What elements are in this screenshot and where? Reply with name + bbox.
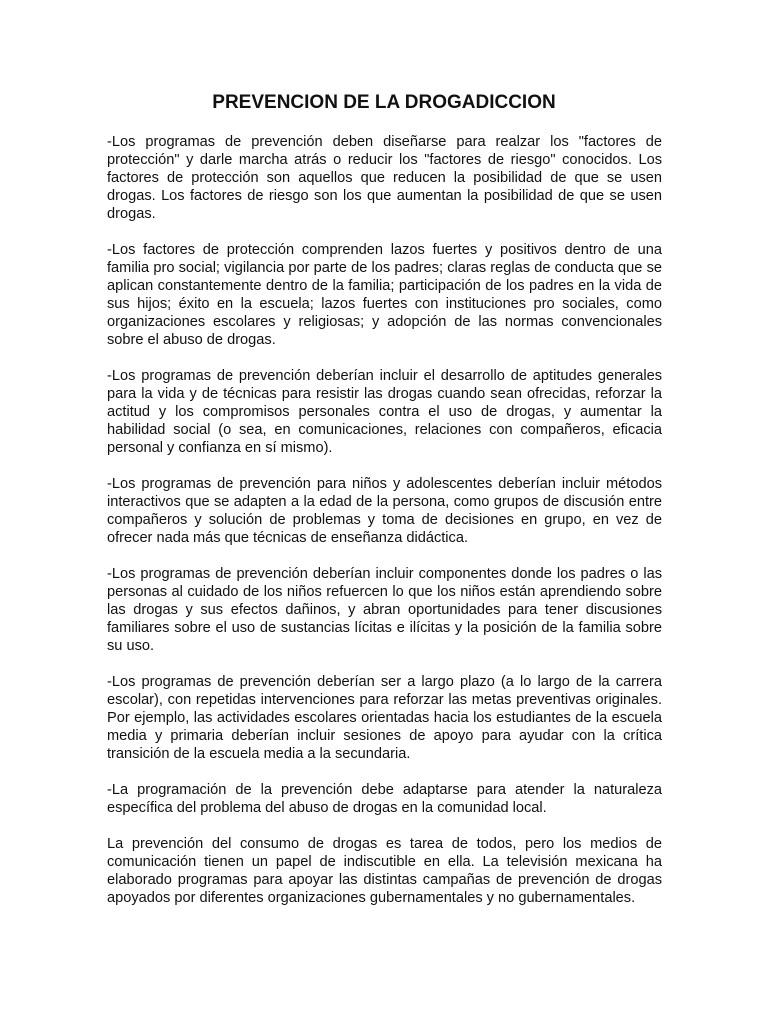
paragraph-componentes-padres: -Los programas de prevención deberían incluir componentes donde los padres o las personas al cuidado de los niños refuercen lo que los niños están aprendiendo sobre las drogas y sus efectos dañinos, y abran oportunidades para tener discusiones familiares sobre el uso de sustancias lícitas e ilícitas y la posición de la familia sobre su uso. — [107, 566, 662, 654]
paragraph-aptitudes-generales: -Los programas de prevención deberían incluir el desarrollo de aptitudes generales para la vida y de técnicas para resistir las drogas cuando sean ofrecidas, reforzar la actitud y los compromisos personales contra el uso de drogas, y aumentar la habilidad social (o sea, en comunicaciones, relaciones con compañeros, eficacia personal y confianza en sí mismo). — [107, 368, 662, 456]
document-body — [107, 133, 662, 907]
paragraph-metodos-interactivos: -Los programas de prevención para niños y adolescentes deberían incluir métodos interactivos que se adapten a la edad de la persona, como grupos de discusión entre compañeros y solución de problemas y toma de decisiones en grupo, en vez de ofrecer nada más que técnicas de enseñanza didáctica. — [107, 476, 662, 546]
paragraph-factores-proteccion-riesgo: -Los programas de prevención deben diseñarse para realzar los "factores de protección" y darle marcha atrás o reducir los "factores de riesgo" conocidos. Los factores de protección son aquellos que reducen la posibilidad de que se usen drogas. Los factores de riesgo son los que aumentan la posibilidad de que se usen drogas. — [107, 134, 662, 222]
paragraph-comunidad-local: -La programación de la prevención debe adaptarse para atender la naturaleza específica del problema del abuso de drogas en la comunidad local. — [107, 782, 662, 816]
paragraph-largo-plazo: -Los programas de prevención deberían ser a largo plazo (a lo largo de la carrera escolar), con repetidas intervenciones para reforzar las metas preventivas originales. Por ejemplo, las actividades escolares orientadas hacia los estudiantes de la escuela media y primaria deberían incluir sesiones de apoyo para ayudar con la crítica transición de la escuela media a la secundaria. — [107, 674, 662, 762]
document-title: PREVENCION DE LA DROGADICCION — [212, 92, 556, 113]
paragraph-factores-proteccion-lista: -Los factores de protección comprenden lazos fuertes y positivos dentro de una familia pro social; vigilancia por parte de los padres; claras reglas de conducta que se aplican constantemente dentro de la familia; participación de los padres en la vida de sus hijos; éxito en la escuela; lazos fuertes con instituciones pro sociales, como organizaciones escolares y religiosas; y adopción de las normas convencionales sobre el abuso de drogas. — [107, 242, 662, 348]
paragraph-medios-comunicacion: La prevención del consumo de drogas es tarea de todos, pero los medios de comunicación tienen un papel de indiscutible en ella. La televisión mexicana ha elaborado programas para apoyar las distintas campañas de prevención de drogas apoyados por diferentes organizaciones gubernamentales y no gubernamentales. — [107, 836, 662, 906]
